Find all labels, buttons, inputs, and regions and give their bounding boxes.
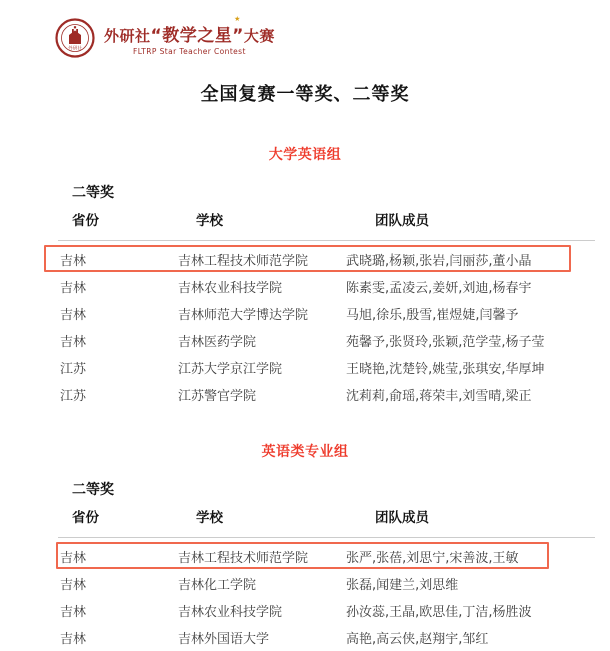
cell-province: 吉林 [60, 551, 87, 566]
award-sections-container [0, 147, 610, 651]
table-row [58, 273, 595, 300]
award-section [0, 444, 610, 651]
cell-school: 江苏警官学院 [178, 389, 257, 404]
column-header-province: 省份 [72, 510, 99, 526]
table-body [58, 241, 595, 408]
table-row [58, 624, 595, 651]
cell-members: 王晓艳,沈楚铃,姚莹,张琪安,华厚坤 [346, 362, 545, 377]
table-row [58, 354, 595, 381]
cell-province: 吉林 [60, 578, 87, 593]
cell-school: 吉林农业科技学院 [178, 281, 283, 296]
cell-school: 吉林工程技术师范学院 [178, 551, 309, 566]
cell-members: 孙汝蕊,王晶,欧思佳,丁洁,杨胜波 [346, 605, 532, 620]
gold-star-icon: ★ [234, 14, 241, 23]
cell-members: 张磊,闻建兰,刘思维 [346, 578, 459, 593]
cell-school: 吉林医药学院 [178, 335, 257, 350]
group-title: 英语类专业组 [261, 444, 349, 460]
table-row [58, 543, 595, 570]
cell-members: 沈莉莉,俞瑶,蒋荣丰,刘雪晴,梁正 [346, 389, 532, 404]
table-row [58, 597, 595, 624]
cell-school: 江苏大学京江学院 [178, 362, 283, 377]
table-row [58, 300, 595, 327]
logo-text [104, 14, 275, 56]
cell-school: 吉林工程技术师范学院 [178, 254, 309, 269]
cell-province: 吉林 [60, 308, 87, 323]
cell-school: 吉林师范大学博达学院 [178, 308, 309, 323]
cell-province: 吉林 [60, 605, 87, 620]
column-header-school: 学校 [196, 213, 223, 229]
cell-province: 吉林 [60, 281, 87, 296]
cell-members: 马旭,徐乐,殷雪,崔煜婕,闫馨予 [346, 308, 519, 323]
cell-members: 武晓璐,杨颖,张岩,闫丽莎,董小晶 [346, 254, 532, 269]
site-header [0, 0, 610, 58]
logo-title [104, 14, 275, 46]
logo-suffix: 大赛 [243, 26, 275, 45]
awards-table [58, 504, 595, 651]
logo-contest-name: “教学之星” [150, 25, 244, 46]
table-row [58, 381, 595, 408]
cell-members: 苑馨予,张贤玲,张颖,范学莹,杨子莹 [346, 335, 545, 350]
cell-province: 江苏 [60, 389, 87, 404]
award-level-label: 二等奖 [72, 185, 114, 201]
award-section [0, 147, 610, 408]
cell-members: 陈素雯,孟凌云,姜妍,刘迪,杨春宇 [346, 281, 532, 296]
table-row [58, 327, 595, 354]
cell-province: 吉林 [60, 335, 87, 350]
column-header-members: 团队成员 [375, 213, 429, 229]
logo-subtitle-en: FLTRP Star Teacher Contest [133, 46, 246, 56]
cell-province: 吉林 [60, 254, 87, 269]
group-title: 大学英语组 [268, 147, 342, 163]
column-header-members: 团队成员 [375, 510, 429, 526]
column-header-school: 学校 [196, 510, 223, 526]
table-row [58, 570, 595, 597]
seal-text: 外研社 [68, 46, 82, 52]
column-header-province: 省份 [72, 213, 99, 229]
fltrp-seal-logo [55, 18, 95, 58]
cell-members: 张严,张蓓,刘思宁,宋善波,王敏 [346, 551, 519, 566]
cell-members: 高艳,高云侠,赵翔宇,邹红 [346, 632, 489, 647]
cell-province: 江苏 [60, 362, 87, 377]
cell-school: 吉林农业科技学院 [178, 605, 283, 620]
cell-school: 吉林外国语大学 [178, 632, 270, 647]
cell-school: 吉林化工学院 [178, 578, 257, 593]
table-header-row [58, 504, 595, 538]
logo-org-name: 外研社 [104, 26, 151, 45]
awards-table [58, 207, 595, 408]
cell-province: 吉林 [60, 632, 87, 647]
table-body [58, 538, 595, 651]
page-title: 全国复赛一等奖、二等奖 [200, 84, 410, 105]
award-level-label: 二等奖 [72, 482, 114, 498]
table-header-row [58, 207, 595, 241]
table-row [58, 246, 595, 273]
